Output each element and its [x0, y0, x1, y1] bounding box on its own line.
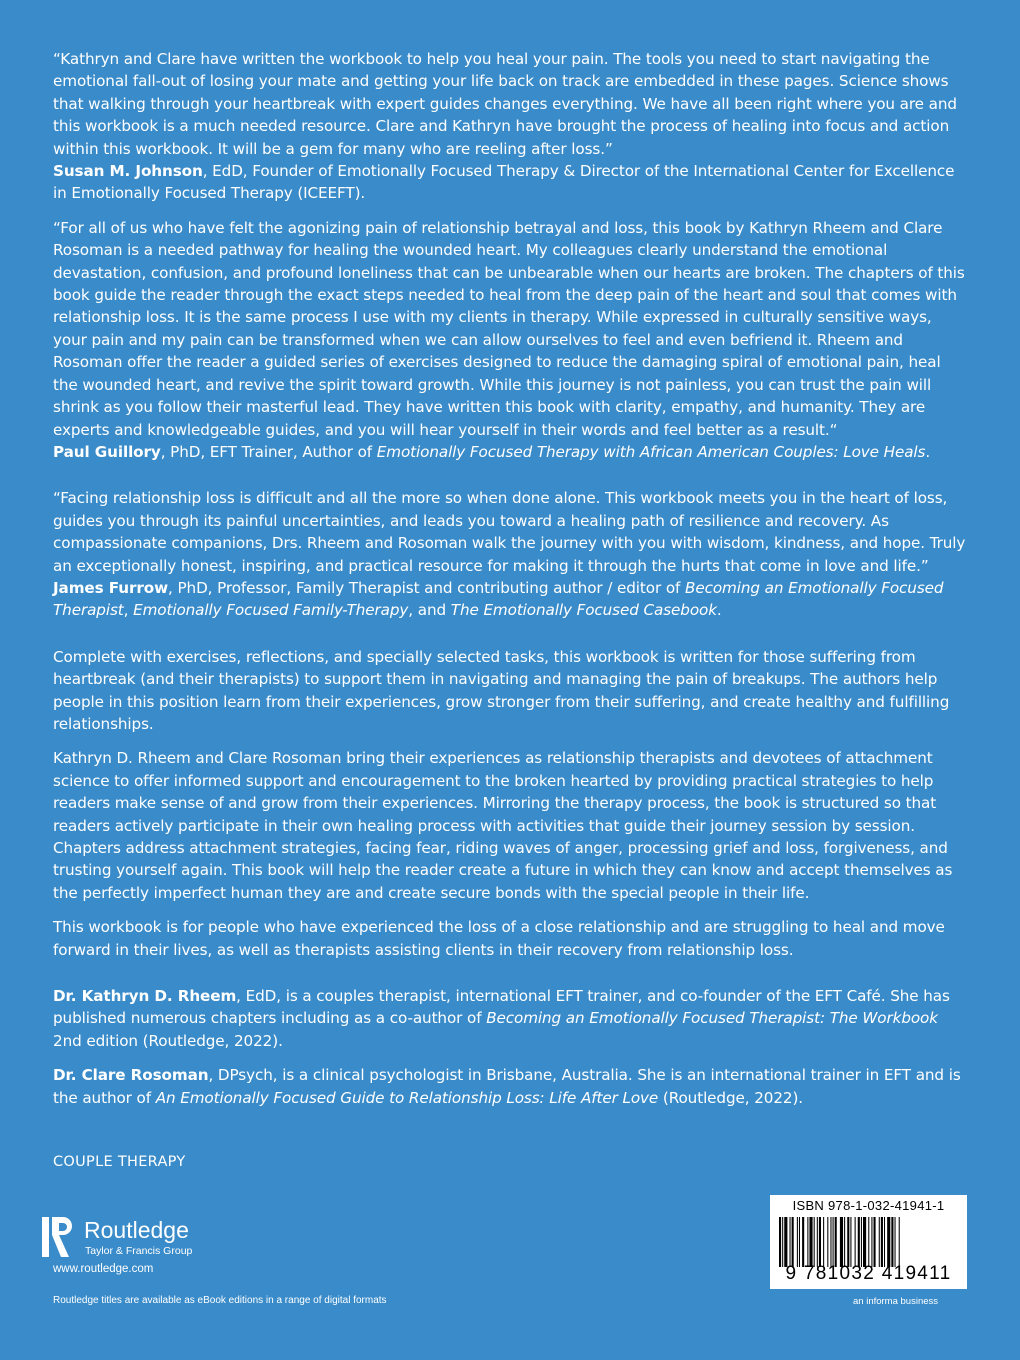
barcode-bar [814, 1217, 815, 1267]
barcode-bar [868, 1217, 869, 1267]
barcode-bar [784, 1217, 787, 1267]
endorsement-3 [53, 487, 968, 621]
separator: , and [408, 601, 451, 620]
barcode-bar [881, 1217, 883, 1267]
author-bio-1 [53, 985, 968, 1052]
separator: , [123, 601, 134, 620]
back-cover-text [53, 48, 968, 1109]
barcode-bar [782, 1217, 783, 1267]
publisher-website[interactable]: www.routledge.com [53, 1263, 154, 1275]
barcode-bar [884, 1217, 885, 1267]
endorser-credit: , PhD, Professor, Family Therapist and contributing author / editor of [168, 578, 686, 597]
barcode-bar [817, 1217, 818, 1267]
barcode-bar [850, 1217, 851, 1267]
endorser-credit: , PhD, EFT Trainer, Author of [160, 442, 377, 461]
author-book-title: Becoming an Emotionally Focused Therapist: The Workbook [486, 1009, 938, 1028]
author-name: Dr. Kathryn D. Rheem [53, 987, 237, 1006]
barcode-bar [844, 1217, 845, 1267]
barcode-bar [779, 1217, 781, 1267]
publisher-group: Taylor & Francis Group [85, 1245, 193, 1257]
barcode-bar [858, 1217, 860, 1267]
subject-category: COUPLE THERAPY [53, 1154, 186, 1170]
publisher-name: Routledge [84, 1217, 189, 1243]
barcode-bars [779, 1217, 959, 1267]
isbn-label: ISBN 978-1-032-41941-1 [792, 1198, 945, 1213]
endorser-name: Susan M. Johnson [53, 162, 203, 181]
author-name: Dr. Clare Rosoman [53, 1066, 209, 1085]
barcode-number: 9 781032 419411 [785, 1263, 952, 1284]
endorser-book-title: Emotionally Focused Family-Therapy [133, 601, 409, 620]
barcode-bar [840, 1217, 843, 1267]
barcode-bar [792, 1217, 794, 1267]
barcode-bar [861, 1217, 862, 1267]
barcode-bar [807, 1217, 808, 1267]
barcode-bar [830, 1217, 831, 1267]
ebook-note: Routledge titles are available as eBook editions in a range of digital formats [53, 1295, 387, 1306]
description-paragraph: Kathryn D. Rheem and Clare Rosoman bring their experiences as relationship therapists and devotees of attachment science to offer informed support and encouragement to the broken hearted by providing practical strategies to help readers make sense of and grow from their experiences. Mirroring the therapy process, the book is structured so that readers actively participate in their own healing process with activities that guide their journey session by session. Chapters address attachment strategies, facing fear, riding waves of anger, processing grief and loss, forgiveness, and trusting yourself again. This book will help the reader create a future in which they can know and accept themselves as the perfectly imperfect human they are and create secure bonds with the special people in their life. [53, 749, 953, 902]
routledge-logo-icon [42, 1214, 78, 1260]
endorser-name: Paul Guillory [53, 442, 161, 461]
endorsement-quote: “Kathryn and Clare have written the workbook to help you heal your pain. The tools you need to start navigating the emotional fall-out of losing your mate and getting your life back on track are embedded in these pages. Science shows that walking through your heartbreak with expert guides changes everything. We have all been right where you are and this workbook is a much needed resource. Clare and Kathryn have brought the process of healing into focus and action within this workbook. It will be a gem for many who are reeling after loss.” [53, 50, 957, 158]
author-bio-2 [53, 1064, 968, 1109]
endorser-name: James Furrow [53, 578, 169, 597]
barcode-bar [887, 1217, 890, 1267]
isbn-barcode [770, 1195, 967, 1289]
author-bio: , EdD, is a couples therapist, international EFT trainer, and co-founder of the EFT Café. She has published numerous chapters including as a co-author of [53, 987, 950, 1028]
publisher-logo [42, 1214, 242, 1264]
informa-tagline: an informa business [853, 1296, 939, 1307]
author-bio-end: 2nd edition (Routledge, 2022). [53, 1031, 283, 1050]
endorser-book-title: Becoming an Emotionally Focused Therapist [53, 578, 944, 620]
barcode-bar [855, 1217, 856, 1267]
barcode-bar [871, 1217, 872, 1267]
barcode-bar [899, 1217, 900, 1267]
barcode-bar [809, 1217, 812, 1267]
endorsement-1 [53, 48, 968, 205]
barcode-bar [790, 1217, 791, 1267]
barcode-bar [827, 1217, 828, 1267]
author-bio-end: (Routledge, 2022). [658, 1088, 804, 1107]
endorsement-2 [53, 217, 968, 463]
barcode-bar [895, 1217, 896, 1267]
endorser-book-title: Emotionally Focused Therapy with African American Couples: Love Heals [376, 442, 926, 461]
barcode-bar [863, 1217, 866, 1267]
barcode-bar [874, 1217, 876, 1267]
author-book-title: An Emotionally Focused Guide to Relationship Loss: Life After Love [155, 1088, 659, 1107]
endorsement-quote: “For all of us who have felt the agonizing pain of relationship betrayal and loss, this book by Kathryn Rheem and Clare Rosoman is a needed pathway for healing the wounded heart. My colleagues clearly understand the emotional devastation, confusion, and profound loneliness that can be unbearable when our hearts are broken. The chapters of this book guide the reader through the exact steps needed to heal from the deep pain of the heart and soul that comes with relationship loss. It is the same process I use with my clients in therapy. While expressed in culturally sensitive ways, your pain and my pain can be transformed when we can allow ourselves to feel and even befriend it. Rheem and Rosoman offer the reader a guided series of exercises designed to reduce the damaging spiral of emotional pain, heal the wounded heart, and revive the spirit toward growth. While this journey is not painless, you can trust the pain will shrink as you follow their masterful lead. They have written this book with clarity, empathy, and humanity. They are experts and knowledgeable guides, and you will hear yourself in their words and feel better as a result.“ [53, 218, 965, 439]
barcode-bar [797, 1217, 798, 1267]
description-paragraph: Complete with exercises, reflections, and specially selected tasks, this workbook is written for those suffering from heartbreak (and their therapists) to support them in navigating and managing the pain of breakups. The authors help people in this position learn from their experiences, grow stronger from their suffering, and create healthy and fulfilling relationships. [53, 647, 950, 733]
barcode-bar [879, 1217, 880, 1267]
endorser-credit: , EdD, Founder of Emotionally Focused Therapy & Director of the International Center for Excellence in Emotionally Focused Therapy (ICEEFT). [53, 162, 955, 203]
barcode-bar [835, 1217, 837, 1267]
endorser-credit-end: . [925, 442, 931, 461]
barcode-bar [833, 1217, 834, 1267]
description-paragraph: This workbook is for people who have experienced the loss of a close relationship and are struggling to heal and move forward in their lives, as well as therapists assisting clients in their recovery from relationship loss. [53, 918, 945, 959]
barcode-bar [819, 1217, 821, 1267]
endorser-credit-end: . [716, 601, 722, 620]
author-bio: , DPsych, is a clinical psychologist in Brisbane, Australia. She is an international trainer in EFT and is the author of [53, 1066, 961, 1107]
barcode-bar [847, 1217, 849, 1267]
barcode-bar [802, 1217, 804, 1267]
barcode-bar [823, 1217, 824, 1267]
endorsement-quote: “Facing relationship loss is difficult and all the more so when done alone. This workbook meets you in the heart of loss, guides you through its painful uncertainties, and leads you toward a healing path of resilience and recovery. As compassionate companions, Drs. Rheem and Rosoman walk the journey with you with wisdom, kindness, and hope. Truly an exceptionally honest, inspiring, and practical resource for making it through the hurts that come in love and life.” [53, 489, 966, 575]
barcode-bar [891, 1217, 893, 1267]
barcode-bar [799, 1217, 800, 1267]
endorser-book-title: The Emotionally Focused Casebook [450, 601, 717, 620]
